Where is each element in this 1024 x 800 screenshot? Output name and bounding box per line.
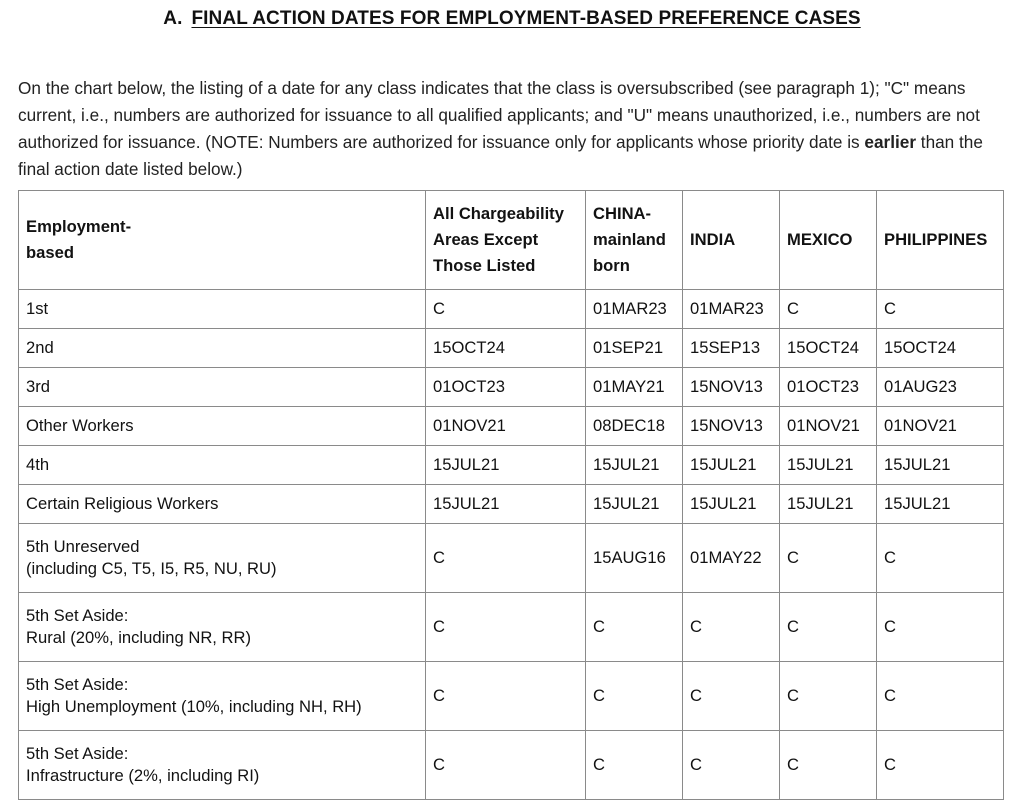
cell-mexico: 15OCT24	[780, 329, 877, 368]
cell-india: C	[683, 662, 780, 731]
row-category-line: Certain Religious Workers	[26, 494, 219, 513]
row-category-cell	[19, 731, 426, 800]
intro-text-part2: than the final action date listed below.)	[18, 132, 983, 180]
row-category-line: 2nd	[26, 338, 54, 357]
header-line: mainland	[593, 230, 666, 249]
cell-all-chargeability: 15JUL21	[426, 485, 586, 524]
header-line: PHILIPPINES	[884, 230, 988, 249]
row-category-cell	[19, 524, 426, 593]
table-row	[19, 446, 1004, 485]
cell-philippines: C	[877, 524, 1004, 593]
table-row	[19, 662, 1004, 731]
cell-philippines: 15JUL21	[877, 446, 1004, 485]
table-row	[19, 593, 1004, 662]
row-category-cell	[19, 446, 426, 485]
intro-text-part1: On the chart below, the listing of a date for any class indicates that the class is oversubscribed (see paragraph 1); "C" means current, i.e., numbers are authorized for issuance to all qualified applicants; and "U" means unauthorized, i.e., numbers are not authorized for issuance. (NOTE: Numbers are authorized for issuance only for applicants whose priority date is	[18, 78, 980, 153]
cell-india: C	[683, 731, 780, 800]
cell-india: 01MAY22	[683, 524, 780, 593]
table-row	[19, 485, 1004, 524]
header-line: INDIA	[690, 230, 736, 249]
table-body	[19, 290, 1004, 800]
column-header-china	[586, 191, 683, 290]
row-category-line: Rural (20%, including NR, RR)	[26, 628, 252, 647]
cell-mexico: 01NOV21	[780, 407, 877, 446]
header-line: All Chargeability	[433, 204, 564, 223]
header-line: born	[593, 256, 630, 275]
cell-china: 15JUL21	[586, 485, 683, 524]
cell-philippines: 01NOV21	[877, 407, 1004, 446]
cell-china: 01MAY21	[586, 368, 683, 407]
cell-china: 15JUL21	[586, 446, 683, 485]
row-category-line: 5th Set Aside:	[26, 744, 129, 763]
row-category-cell	[19, 407, 426, 446]
row-category-line: 1st	[26, 299, 49, 318]
intro-paragraph	[18, 75, 1008, 183]
row-category-line: Other Workers	[26, 416, 134, 435]
column-header-mexico	[780, 191, 877, 290]
cell-all-chargeability: 01NOV21	[426, 407, 586, 446]
cell-mexico: C	[780, 731, 877, 800]
cell-philippines: C	[877, 593, 1004, 662]
cell-mexico: C	[780, 593, 877, 662]
final-action-dates-table	[18, 190, 1004, 800]
row-category-cell	[19, 368, 426, 407]
cell-mexico: C	[780, 290, 877, 329]
cell-india: C	[683, 593, 780, 662]
table-header-row	[19, 191, 1004, 290]
table-row	[19, 290, 1004, 329]
cell-india: 15NOV13	[683, 407, 780, 446]
cell-china: C	[586, 593, 683, 662]
cell-all-chargeability: C	[426, 662, 586, 731]
column-header-all-chargeability	[426, 191, 586, 290]
row-category-cell	[19, 485, 426, 524]
row-category-cell	[19, 290, 426, 329]
cell-philippines: C	[877, 290, 1004, 329]
row-category-line: 5th Set Aside:	[26, 606, 129, 625]
row-category-cell	[19, 662, 426, 731]
cell-all-chargeability: 01OCT23	[426, 368, 586, 407]
cell-philippines: 15OCT24	[877, 329, 1004, 368]
cell-china: 15AUG16	[586, 524, 683, 593]
cell-all-chargeability: C	[426, 290, 586, 329]
row-category-cell	[19, 593, 426, 662]
row-category-line: High Unemployment (10%, including NH, RH)	[26, 697, 362, 716]
cell-all-chargeability: 15OCT24	[426, 329, 586, 368]
intro-emphasis-earlier: earlier	[864, 132, 917, 153]
cell-china: 08DEC18	[586, 407, 683, 446]
table-row	[19, 731, 1004, 800]
row-category-line: 5th Set Aside:	[26, 675, 129, 694]
header-line: Employment-	[26, 217, 132, 236]
table-row	[19, 407, 1004, 446]
column-header-india	[683, 191, 780, 290]
cell-philippines: 15JUL21	[877, 485, 1004, 524]
row-category-line: Infrastructure (2%, including RI)	[26, 766, 260, 785]
cell-india: 01MAR23	[683, 290, 780, 329]
cell-china: 01MAR23	[586, 290, 683, 329]
cell-all-chargeability: C	[426, 524, 586, 593]
column-header-employment-based	[19, 191, 426, 290]
cell-india: 15NOV13	[683, 368, 780, 407]
section-letter: A.	[163, 8, 183, 29]
row-category-line: (including C5, T5, I5, R5, NU, RU)	[26, 559, 277, 578]
cell-mexico: C	[780, 662, 877, 731]
cell-india: 15SEP13	[683, 329, 780, 368]
cell-all-chargeability: C	[426, 593, 586, 662]
table-row	[19, 329, 1004, 368]
row-category-cell	[19, 329, 426, 368]
cell-mexico: 15JUL21	[780, 446, 877, 485]
row-category-line: 5th Unreserved	[26, 537, 140, 556]
header-line: MEXICO	[787, 230, 853, 249]
header-line: Those Listed	[433, 256, 536, 275]
cell-philippines: 01AUG23	[877, 368, 1004, 407]
cell-india: 15JUL21	[683, 485, 780, 524]
cell-all-chargeability: C	[426, 731, 586, 800]
header-line: Areas Except	[433, 230, 539, 249]
page-title	[0, 8, 1024, 30]
cell-mexico: 15JUL21	[780, 485, 877, 524]
header-line: based	[26, 243, 74, 262]
header-line: CHINA-	[593, 204, 652, 223]
table-row	[19, 524, 1004, 593]
cell-china: C	[586, 662, 683, 731]
cell-india: 15JUL21	[683, 446, 780, 485]
table-header	[19, 191, 1004, 290]
column-header-philippines	[877, 191, 1004, 290]
cell-all-chargeability: 15JUL21	[426, 446, 586, 485]
cell-china: C	[586, 731, 683, 800]
cell-mexico: 01OCT23	[780, 368, 877, 407]
row-category-line: 4th	[26, 455, 50, 474]
cell-philippines: C	[877, 731, 1004, 800]
section-title-text: FINAL ACTION DATES FOR EMPLOYMENT-BASED PREFERENCE CASES	[191, 8, 861, 29]
cell-philippines: C	[877, 662, 1004, 731]
cell-mexico: C	[780, 524, 877, 593]
cell-china: 01SEP21	[586, 329, 683, 368]
final-action-dates-table-wrapper	[18, 190, 1003, 800]
table-row	[19, 368, 1004, 407]
row-category-line: 3rd	[26, 377, 50, 396]
